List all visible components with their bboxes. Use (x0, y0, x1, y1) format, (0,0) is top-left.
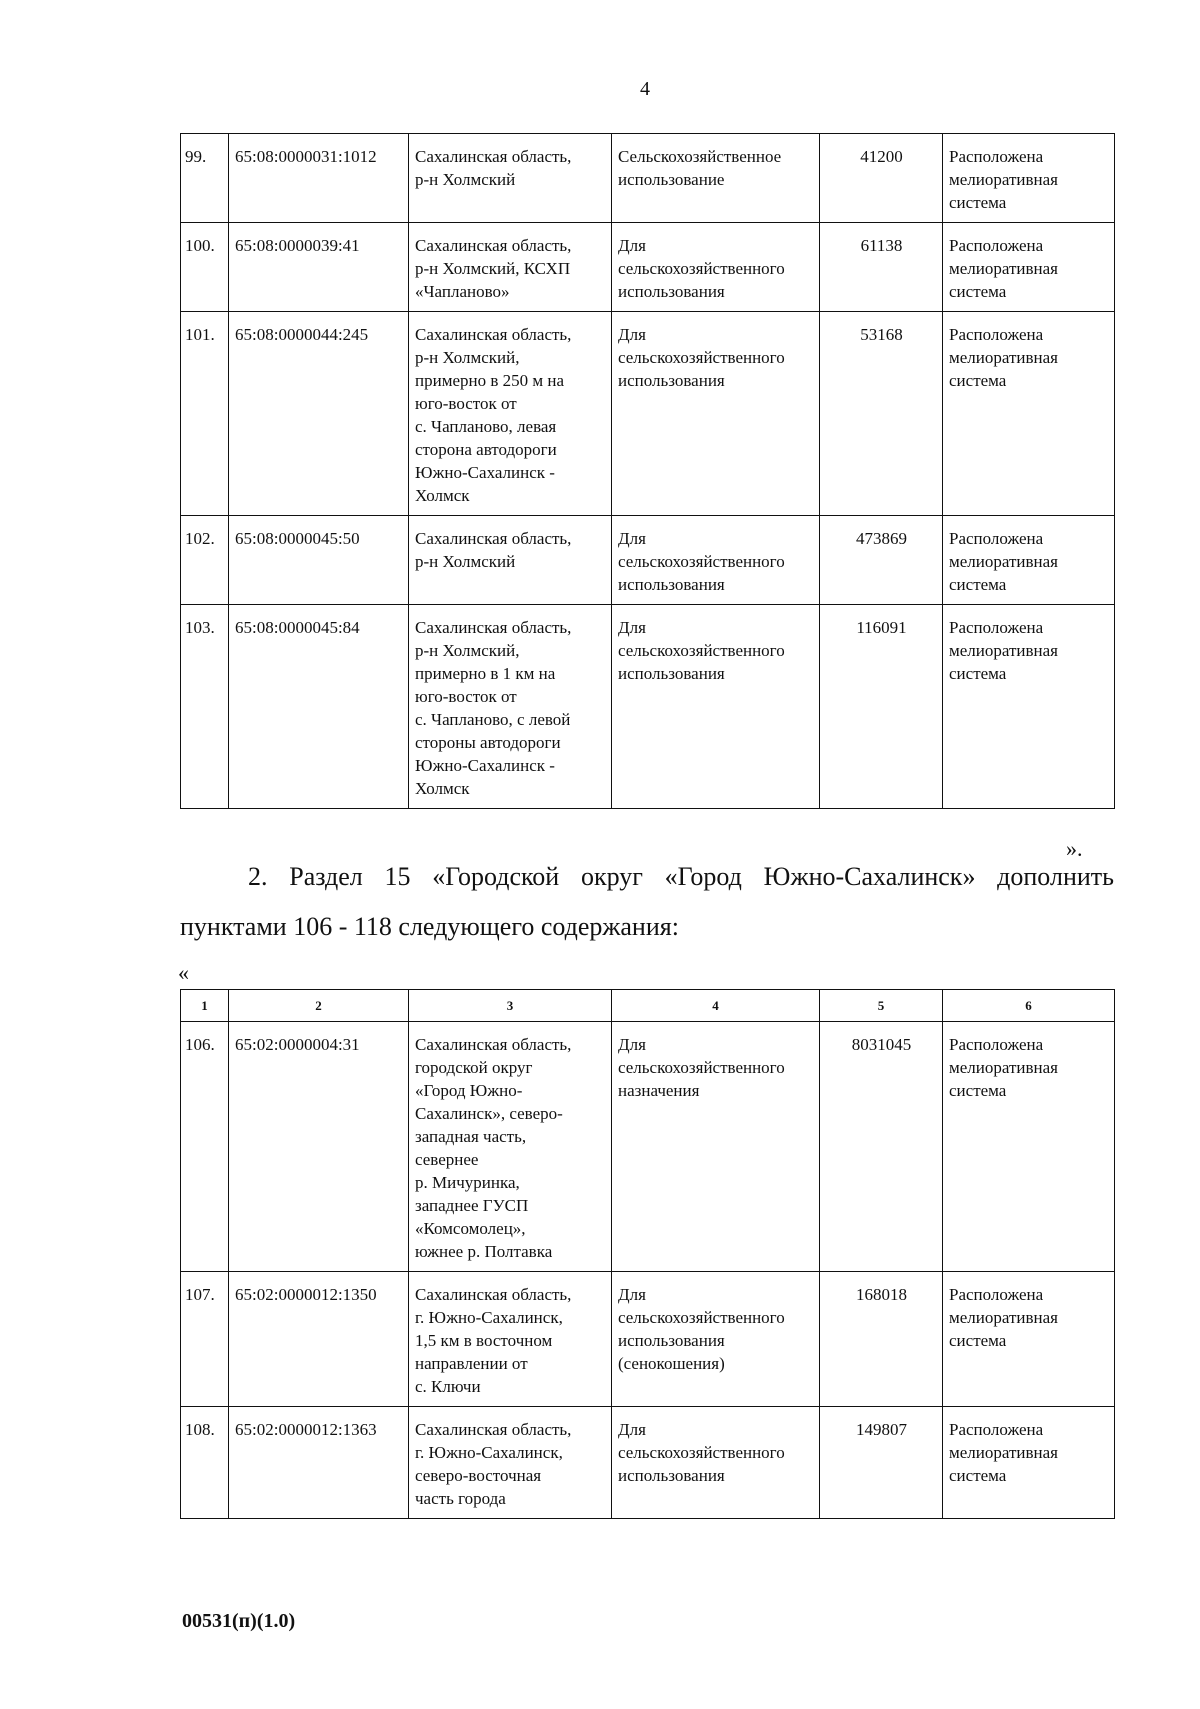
table-row (181, 312, 1115, 516)
plot-area: 8031045 (820, 1022, 943, 1272)
permitted-use: Для сельскохозяйственного назначения (612, 1022, 820, 1272)
document-code: 00531(п)(1.0) (182, 1610, 296, 1632)
row-number: 101. (181, 312, 229, 516)
row-number: 106. (181, 1022, 229, 1272)
table-row (181, 134, 1115, 223)
column-number-row (181, 990, 1115, 1022)
cadastral-number: 65:08:0000045:50 (229, 516, 409, 605)
cadastral-number: 65:08:0000045:84 (229, 605, 409, 809)
row-number: 103. (181, 605, 229, 809)
plot-area: 61138 (820, 223, 943, 312)
cadastral-number: 65:08:0000044:245 (229, 312, 409, 516)
column-number: 3 (409, 990, 612, 1022)
plot-note: Расположена мелиоративная система (943, 1407, 1115, 1519)
amendment-paragraph: 2. Раздел 15 «Городской округ «Город Южно-Сахалинск» дополнить (248, 862, 1114, 891)
plot-note: Расположена мелиоративная система (943, 312, 1115, 516)
plot-area: 41200 (820, 134, 943, 223)
table-row (181, 1022, 1115, 1272)
plot-note: Расположена мелиоративная система (943, 1272, 1115, 1407)
plot-note: Расположена мелиоративная система (943, 1022, 1115, 1272)
column-number: 4 (612, 990, 820, 1022)
plot-location: Сахалинская область, р-н Холмский, КСХП «Чапланово» (409, 223, 612, 312)
plot-area: 149807 (820, 1407, 943, 1519)
row-number: 99. (181, 134, 229, 223)
plot-note: Расположена мелиоративная система (943, 223, 1115, 312)
land-plots-table-section-15 (180, 989, 1115, 1519)
column-number: 2 (229, 990, 409, 1022)
permitted-use: Для сельскохозяйственного использования (612, 223, 820, 312)
plot-location: Сахалинская область, г. Южно-Сахалинск, 1,5 км в восточном направлении от с. Ключи (409, 1272, 612, 1407)
permitted-use: Для сельскохозяйственного использования (612, 1407, 820, 1519)
plot-location: Сахалинская область, р-н Холмский, примерно в 250 м на юго-восток от с. Чапланово, левая сторона автодороги Южно-Сахалинск - Холмск (409, 312, 612, 516)
plot-area: 473869 (820, 516, 943, 605)
cadastral-number: 65:02:0000004:31 (229, 1022, 409, 1272)
land-plots-table-section-continued (180, 133, 1115, 809)
table2-body (181, 1022, 1115, 1519)
permitted-use: Для сельскохозяйственного использования (612, 516, 820, 605)
row-number: 102. (181, 516, 229, 605)
amendment-paragraph-continuation: пунктами 106 - 118 следующего содержания: (180, 912, 679, 941)
plot-location: Сахалинская область, г. Южно-Сахалинск, северо-восточная часть города (409, 1407, 612, 1519)
plot-note: Расположена мелиоративная система (943, 605, 1115, 809)
plot-location: Сахалинская область, городской округ «Город Южно- Сахалинск», северо- западная часть, севернее р. Мичуринка, западнее ГУСП «Комсомолец», южнее р. Полтавка (409, 1022, 612, 1272)
cadastral-number: 65:08:0000031:1012 (229, 134, 409, 223)
plot-note: Расположена мелиоративная система (943, 134, 1115, 223)
permitted-use: Для сельскохозяйственного использования (сенокошения) (612, 1272, 820, 1407)
cadastral-number: 65:02:0000012:1350 (229, 1272, 409, 1407)
row-number: 107. (181, 1272, 229, 1407)
opening-quote: « (178, 960, 189, 985)
row-number: 100. (181, 223, 229, 312)
table-row (181, 516, 1115, 605)
plot-location: Сахалинская область, р-н Холмский (409, 516, 612, 605)
table2-header (181, 990, 1115, 1022)
permitted-use: Для сельскохозяйственного использования (612, 312, 820, 516)
table-row (181, 605, 1115, 809)
plot-area: 168018 (820, 1272, 943, 1407)
plot-location: Сахалинская область, р-н Холмский (409, 134, 612, 223)
row-number: 108. (181, 1407, 229, 1519)
plot-area: 53168 (820, 312, 943, 516)
column-number: 1 (181, 990, 229, 1022)
cadastral-number: 65:08:0000039:41 (229, 223, 409, 312)
table-row (181, 223, 1115, 312)
table1-body (181, 134, 1115, 809)
column-number: 5 (820, 990, 943, 1022)
permitted-use: Для сельскохозяйственного использования (612, 605, 820, 809)
plot-note: Расположена мелиоративная система (943, 516, 1115, 605)
table-row (181, 1272, 1115, 1407)
plot-location: Сахалинская область, р-н Холмский, примерно в 1 км на юго-восток от с. Чапланово, с левой стороны автодороги Южно-Сахалинск - Холмск (409, 605, 612, 809)
plot-area: 116091 (820, 605, 943, 809)
table-row (181, 1407, 1115, 1519)
page-number: 4 (640, 78, 650, 100)
closing-quote: ». (1066, 836, 1083, 861)
permitted-use: Сельскохозяйственное использование (612, 134, 820, 223)
column-number: 6 (943, 990, 1115, 1022)
cadastral-number: 65:02:0000012:1363 (229, 1407, 409, 1519)
